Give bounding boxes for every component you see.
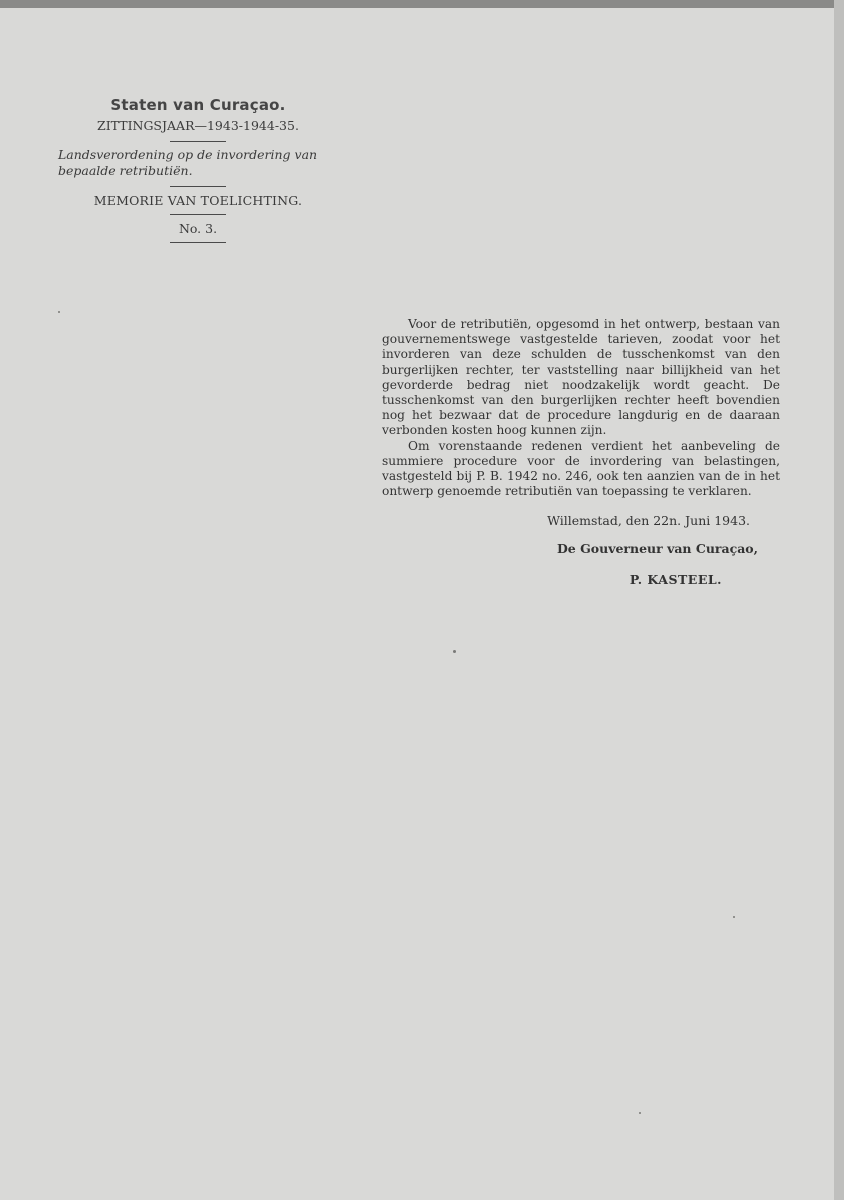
header-divider [170,214,226,215]
paper-speck [453,650,456,653]
signatory-name: P. KASTEEL. [629,572,722,587]
paper-speck [58,311,60,313]
scan-top-edge [0,0,844,8]
body-paragraph: Om vorenstaande redenen verdient het aanbeveling de summiere procedure voor de invordering van belastingen, vastgesteld bij P. B. 1942 no. 246, ook ten aanzien van de in het ontwerp genoemde retributiën van toepassing te verklaren. [382,438,780,499]
paper-speck [733,916,735,918]
place-date: Willemstad, den 22n. Juni 1943. [547,513,750,528]
header-number: No. 3. [178,221,218,236]
header-document-type: MEMORIE VAN TOELICHTING. [93,193,303,208]
document-header [48,96,348,243]
scan-right-edge [834,0,844,1200]
governor-title: De Gouverneur van Curaçao, [556,541,758,556]
header-session: ZITTINGSJAAR—1943-1944-35. [97,118,299,133]
header-divider [170,141,226,142]
paper-speck [639,1112,641,1114]
header-title: Staten van Curaçao. [110,96,286,114]
body-text [382,317,780,499]
header-divider [170,186,226,187]
header-subject: Landsverordening op de invordering van bepaalde retributiën. [58,147,318,178]
header-divider [170,242,226,243]
body-paragraph: Voor de retributiën, opgesomd in het ontwerp, bestaan van gouvernementswege vastgestelde tarieven, zoodat voor het invorderen van deze schulden de tusschenkomst van den burgerlijken rechter, ter vaststelling naar billijkheid van het gevorderde bedrag niet noodzakelijk wordt geacht. De tusschenkomst van den burgerlijken rechter heeft bovendien nog het bezwaar dat de procedure langdurig en de daaraan verbonden kosten hoog kunnen zijn. [382,317,780,438]
